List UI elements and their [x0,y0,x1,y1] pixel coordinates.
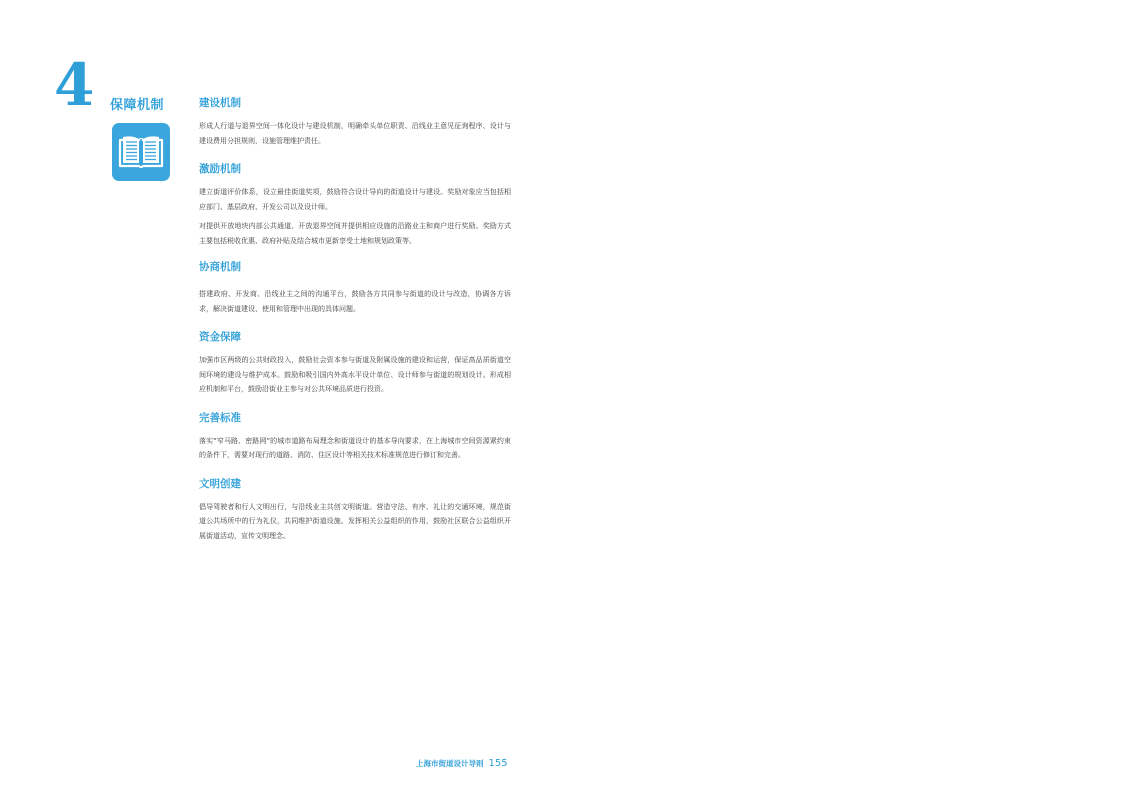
open-book-icon [112,123,170,181]
section-paragraph: 建立街道评价体系，设立最佳街道奖项，鼓励符合设计导向的街道设计与建设。奖励对象应当包括相应部门、基层政府、开发公司以及设计师。 [199,188,511,211]
section-consultation-mechanism [199,260,511,316]
section-construction-mechanism [199,96,511,148]
section-paragraph: 搭建政府、开发商、沿线业主之间的沟通平台，鼓励各方共同参与街道的设计与改造，协调各方诉求，解决街道建设、使用和管理中出现的具体问题。 [199,290,511,313]
section-heading: 协商机制 [199,261,241,273]
section-improve-standards [199,411,511,463]
section-heading: 建设机制 [199,97,241,109]
section-civility-building [199,477,511,544]
content-column [199,96,511,548]
section-paragraph: 对提供开放地块内部公共通道、开放退界空间并提供相应设施的沿路业主和商户进行奖励。奖励方式主要包括税收优惠、政府补贴及结合城市更新享受土地和规划政策等。 [199,222,511,245]
section-funding-guarantee [199,330,511,397]
page-number: 155 [488,758,508,769]
page-footer [416,753,508,772]
section-heading: 文明创建 [199,477,241,490]
section-incentive-mechanism [199,162,511,248]
section-paragraph: 倡导驾驶者和行人文明出行，与沿线业主共创文明街道。营造守法、有序、礼让的交通环境，规范街道公共场所中的行为礼仪，共同维护街道设施。发挥相关公益组织的作用，鼓励社区联合公益组织开展街道活动，宣传文明理念。 [199,502,511,540]
section-paragraph: 加强市区两级的公共财政投入，鼓励社会资本参与街道及附属设施的建设和运营，保证高品质街道空间环境的建设与维护成本。鼓励和吸引国内外高水平设计单位、设计师参与街道的规划设计。形成相应机制和平台，鼓励沿街业主参与对公共环境品质进行投资。 [199,356,511,393]
section-heading: 资金保障 [199,331,241,343]
chapter-number: 4 [54,51,95,119]
chapter-title: 保障机制 [110,98,165,113]
section-heading: 激励机制 [199,163,241,175]
section-paragraph: 落实“窄马路、密路网”的城市道路布局理念和街道设计的基本导向要求，在上海城市空间资源紧约束的条件下，需要对现行的道路、消防、住区设计等相关技术标准规范进行修订和完善。 [199,436,511,459]
section-heading: 完善标准 [199,411,241,424]
footer-title: 上海市街道设计导则 [416,759,484,768]
section-paragraph: 形成人行道与退界空间一体化设计与建设机制，明确牵头单位职责、沿线业主意见征询程序、设计与建设费用分担规则，设施管理维护责任。 [199,122,511,145]
